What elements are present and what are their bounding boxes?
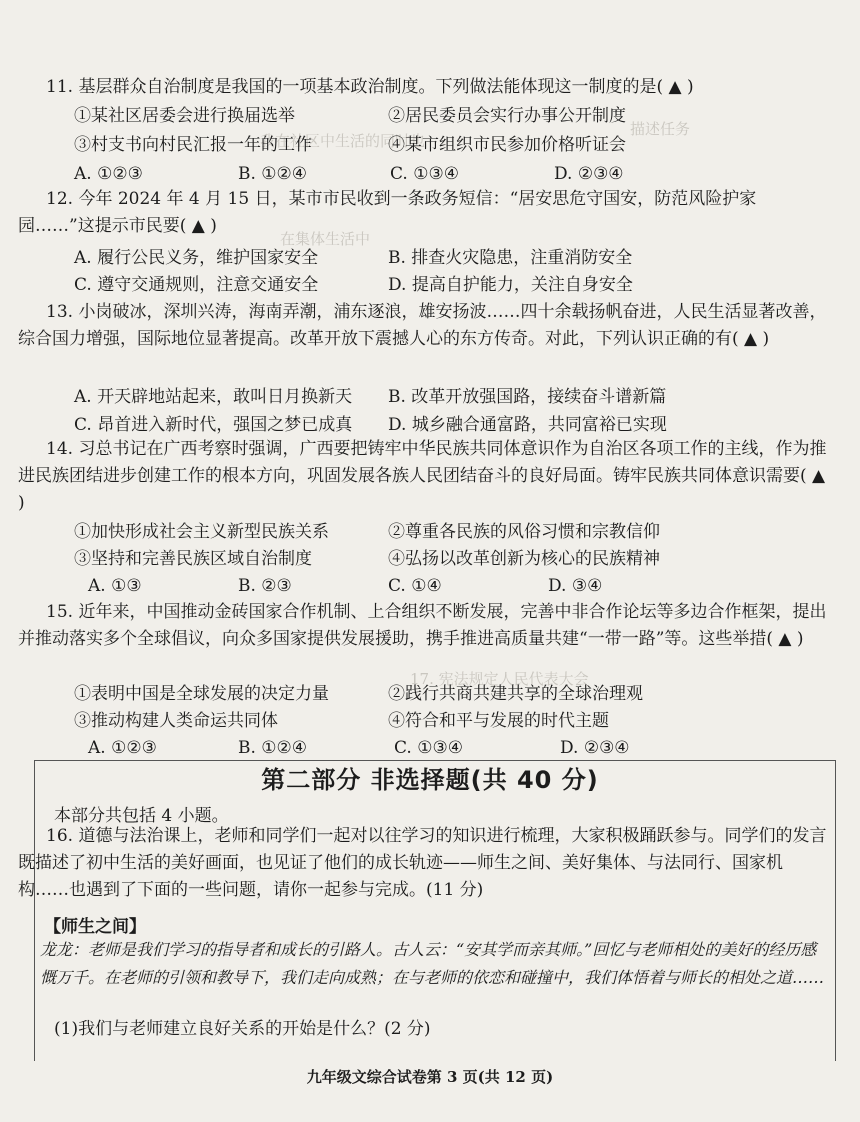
q11-option-d: D. ②③④ bbox=[554, 164, 624, 184]
q15-option-a: A. ①②③ bbox=[88, 738, 157, 758]
q14-option-a: A. ①③ bbox=[88, 576, 142, 596]
q11-option-a: A. ①②③ bbox=[74, 164, 143, 184]
q11-option-b: B. ①②④ bbox=[238, 164, 308, 184]
q13-option-c: C. 昂首进入新时代，强国之梦已成真 bbox=[74, 415, 353, 435]
question-13: 13. 小岗破冰，深圳兴涛，海南弄潮，浦东逐浪，雄安扬波……四十余载扬帆奋进，人民生活显著改善，综合国力增强，国际地位显著提高。改革开放下震撼人心的东方传奇。对此，下列认识正确的有( ▲ ) bbox=[18, 302, 827, 349]
q11-item-3: ③村支书向村民汇报一年的工作 bbox=[74, 135, 312, 155]
q15-item-2: ②践行共商共建共享的全球治理观 bbox=[388, 684, 643, 704]
q14-option-b: B. ②③ bbox=[238, 576, 292, 596]
q14-item-1: ①加快形成社会主义新型民族关系 bbox=[74, 522, 329, 542]
bleed-through-text: 我在社区中生活的同时也 bbox=[260, 132, 426, 150]
q12-option-d: D. 提高自护能力，关注自身安全 bbox=[388, 275, 633, 295]
q14-option-c: C. ①④ bbox=[388, 576, 442, 596]
part2-note: 本部分共包括 4 小题。 bbox=[54, 806, 229, 826]
q11-item-4: ④某市组织市民参加价格听证会 bbox=[388, 135, 626, 155]
q13-option-b: B. 改革开放强国路，接续奋斗谱新篇 bbox=[388, 387, 667, 407]
q11-item-2: ②居民委员会实行办事公开制度 bbox=[388, 106, 626, 126]
question-16: 16. 道德与法治课上，老师和同学们一起对以往学习的知识进行梳理，大家积极踊跃参与。同学们的发言既描述了初中生活的美好画面，也见证了他们的成长轨迹——师生之间、美好集体、与法同行、国家机构……也遇到了下面的一些问题，请你一起参与完成。(11 分) bbox=[18, 826, 827, 900]
q11-option-c: C. ①③④ bbox=[390, 164, 459, 184]
q15-item-3: ③推动构建人类命运共同体 bbox=[74, 711, 278, 731]
question-12: 12. 今年 2024 年 4 月 15 日，某市市民收到一条政务短信：“居安思危守国安，防范风险护家园……”这提示市民要( ▲ ) bbox=[18, 189, 757, 236]
q15-option-b: B. ①②④ bbox=[238, 738, 308, 758]
q14-item-2: ②尊重各民族的风俗习惯和宗教信仰 bbox=[388, 522, 660, 542]
handwritten-passage: 龙龙：老师是我们学习的指导者和成长的引路人。古人云：“安其学而亲其师。”回忆与老师相处的美好的经历感慨万千。在老师的引领和教导下，我们走向成熟；在与老师的依恋和碰撞中，我们体悟着与师长的相处之道…… bbox=[40, 940, 825, 987]
question-15: 15. 近年来，中国推动金砖国家合作机制、上合组织不断发展，完善中非合作论坛等多边合作框架，提出并推动落实多个全球倡议，向众多国家提供发展援助，携手推进高质量共建“一带一路”等。这些举措( ▲ ) bbox=[18, 602, 827, 649]
bleed-through-text: 17. 宪法规定人民代表大会 bbox=[410, 670, 589, 688]
question-11: 11. 基层群众自治制度是我国的一项基本政治制度。下列做法能体现这一制度的是( ▲ ) bbox=[46, 77, 694, 97]
part2-title: 第二部分 非选择题(共 40 分) bbox=[261, 766, 599, 794]
q16-subquestion-1: (1)我们与老师建立良好关系的开始是什么？(2 分) bbox=[54, 1019, 431, 1039]
q15-option-c: C. ①③④ bbox=[394, 738, 463, 758]
q12-option-a: A. 履行公民义务，维护国家安全 bbox=[74, 248, 319, 268]
q15-item-4: ④符合和平与发展的时代主题 bbox=[388, 711, 609, 731]
q14-item-3: ③坚持和完善民族区域自治制度 bbox=[74, 549, 312, 569]
q13-option-d: D. 城乡融合通富路，共同富裕已实现 bbox=[388, 415, 667, 435]
question-14: 14. 习总书记在广西考察时强调，广西要把铸牢中华民族共同体意识作为自治区各项工作的主线，作为推进民族团结进步创建工作的根本方向，巩固发展各族人民团结奋斗的良好局面。铸牢民族共同体意识需要( ▲ ) bbox=[18, 439, 827, 513]
q15-item-1: ①表明中国是全球发展的决定力量 bbox=[74, 684, 329, 704]
q13-option-a: A. 开天辟地站起来，敢叫日月换新天 bbox=[74, 387, 353, 407]
q11-item-1: ①某社区居委会进行换届选举 bbox=[74, 106, 295, 126]
q12-option-b: B. 排查火灾隐患，注重消防安全 bbox=[388, 248, 633, 268]
bleed-through-text: 在集体生活中 bbox=[280, 230, 371, 248]
page-footer: 九年级文综合试卷第 3 页(共 12 页) bbox=[306, 1068, 554, 1086]
q14-option-d: D. ③④ bbox=[548, 576, 603, 596]
section-teacher-student: 【师生之间】 bbox=[44, 917, 146, 937]
q15-option-d: D. ②③④ bbox=[560, 738, 630, 758]
bleed-through-text: 描述任务 bbox=[630, 120, 691, 138]
q12-option-c: C. 遵守交通规则，注意交通安全 bbox=[74, 275, 319, 295]
q14-item-4: ④弘扬以改革创新为核心的民族精神 bbox=[388, 549, 660, 569]
